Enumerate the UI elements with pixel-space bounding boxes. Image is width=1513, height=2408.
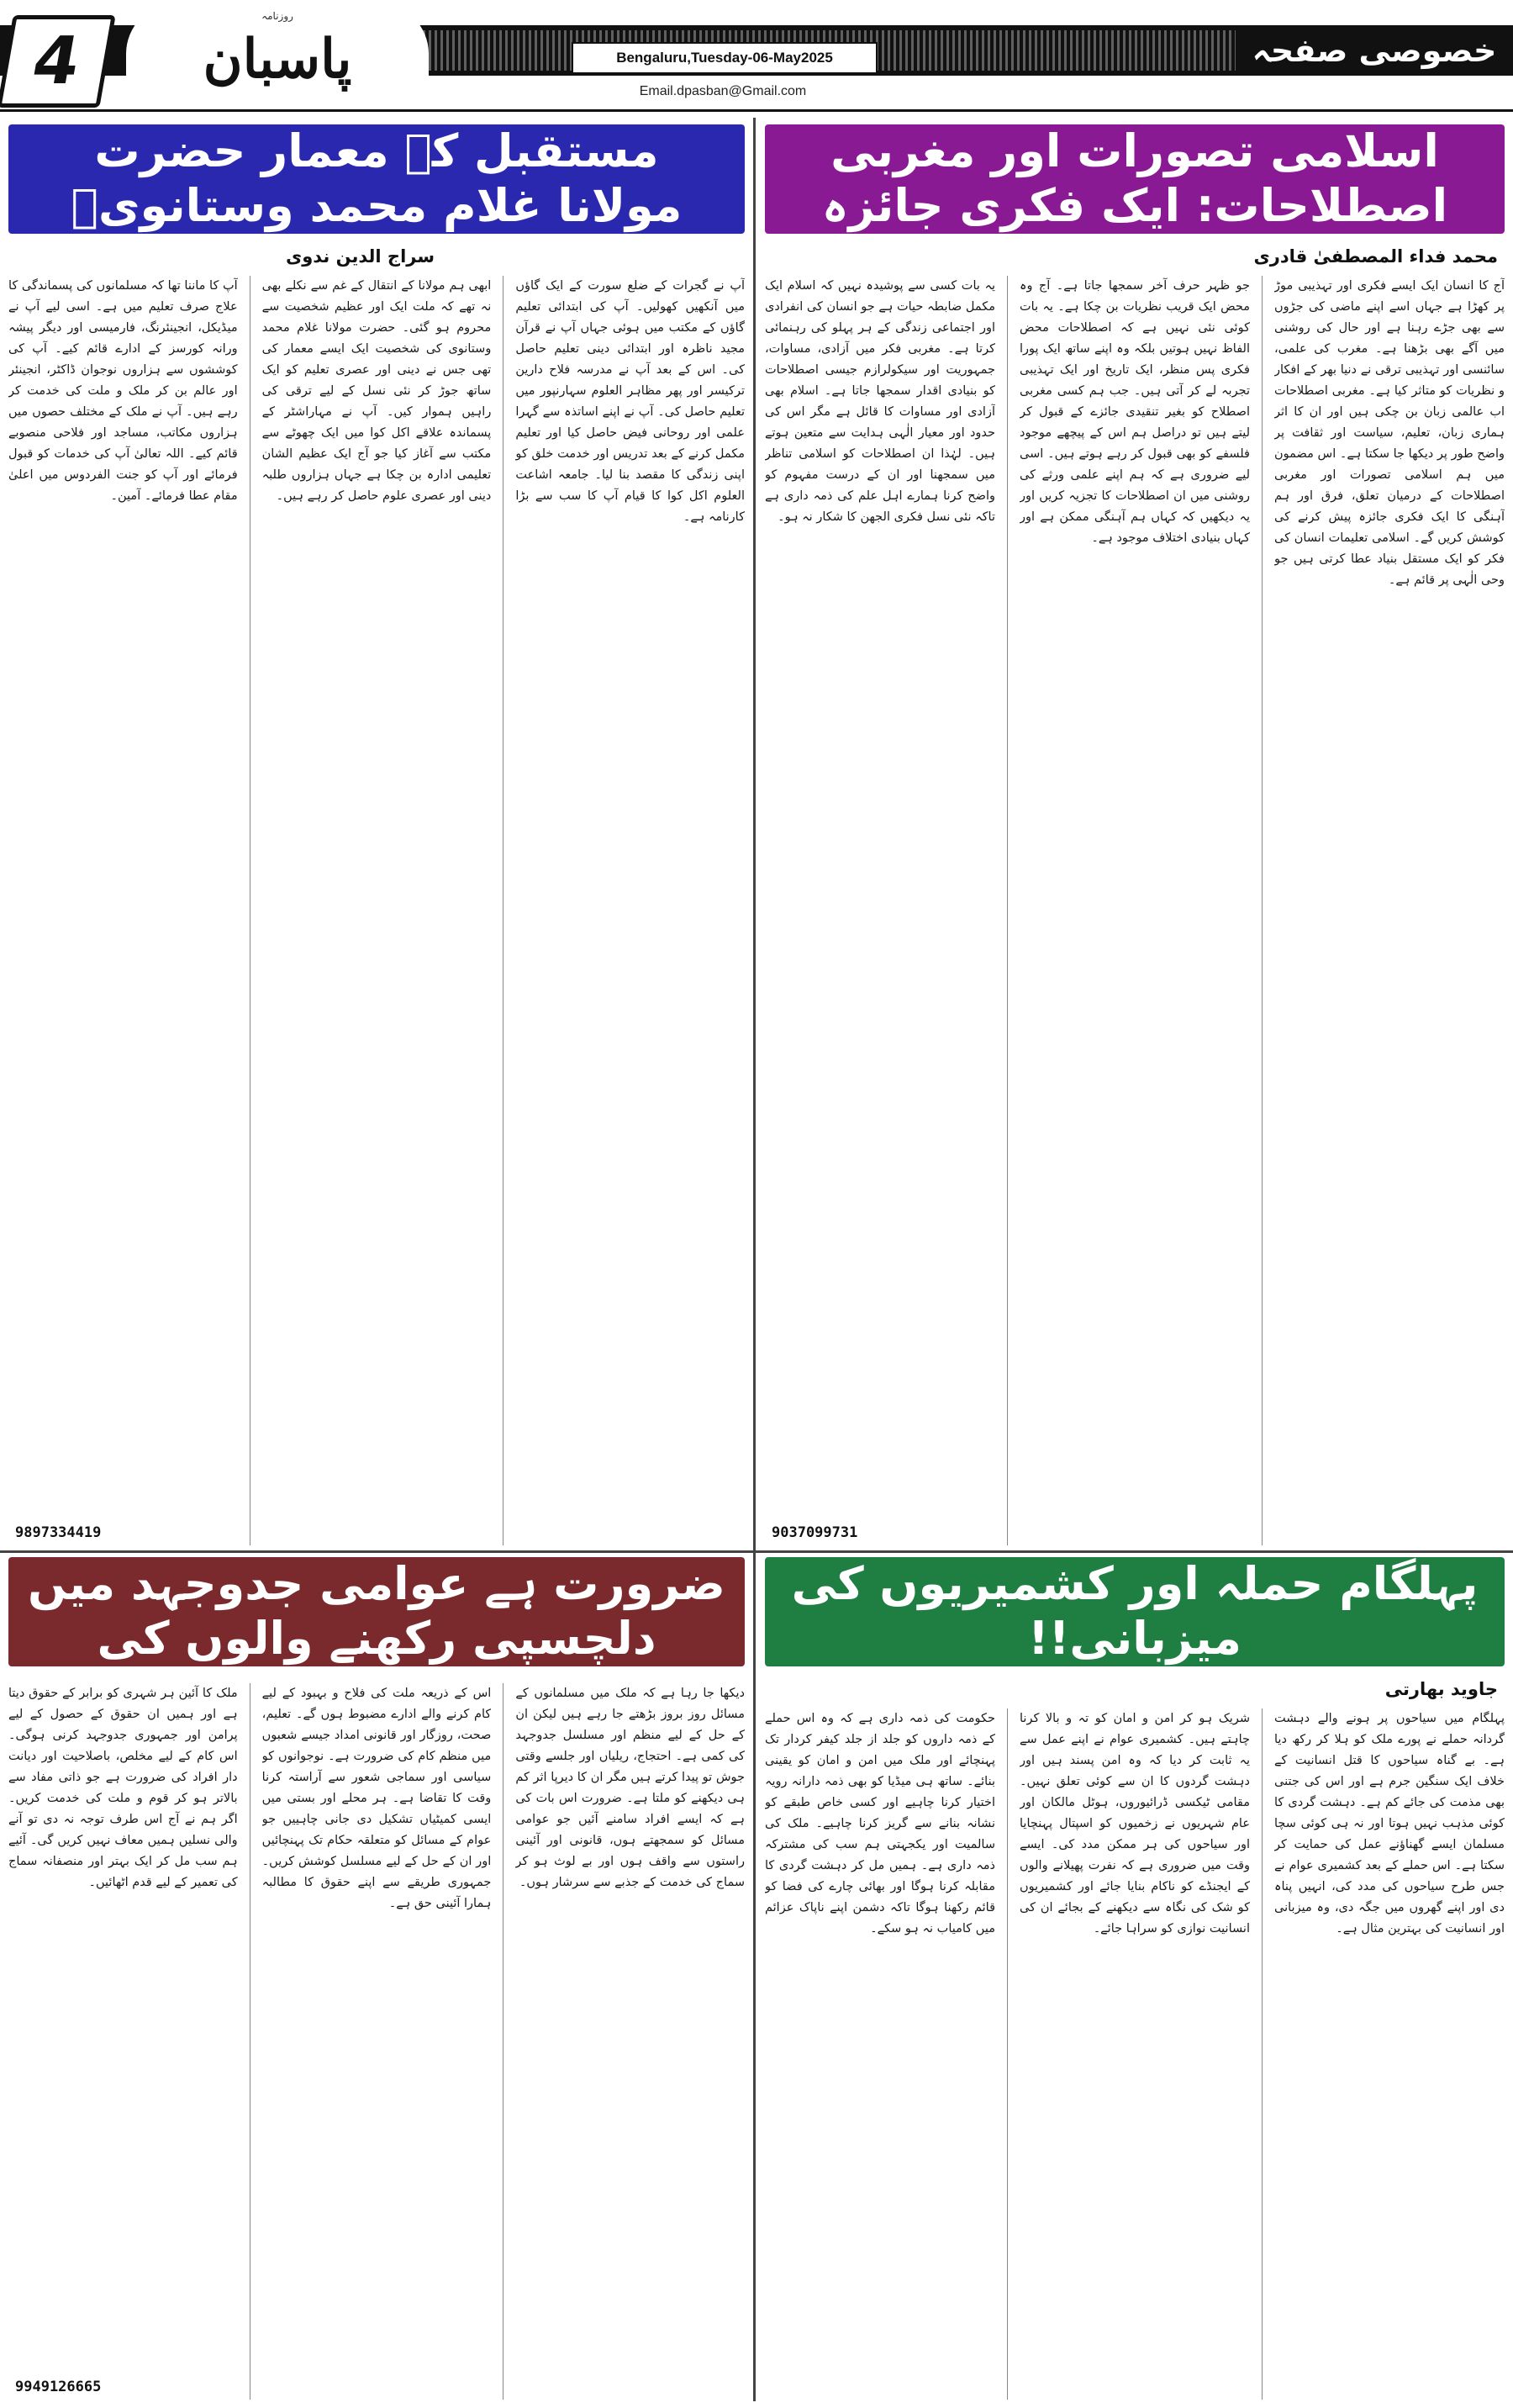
byline: سراج الدین ندوی <box>286 246 435 267</box>
body-column: آپ نے گجرات کے ضلع سورت کے ایک گاؤں میں آنکھیں کھولیں۔ آپ کی ابتدائی تعلیم گاؤں کے مکتب میں ہوئی جہاں آپ نے قرآن مجید ناظرہ اور ابتدائی دینی تعلیم حاصل کی۔ اس کے بعد آپ نے مدرسہ فلاح دارین ترکیسر اور پھر مظاہر العلوم سہارنپور میں تعلیم حاصل کی۔ آپ نے اپنے اساتذہ سے گہرا علمی اور روحانی فیض حاصل کیا اور تعلیم مکمل کرنے کے بعد تدریس اور خدمت خلق کو اپنی زندگی کا مقصد بنا لیا۔ جامعہ اشاعت العلوم اکل کوا کا قیام آپ کا سب سے بڑا کارنامہ ہے۔ <box>515 279 745 524</box>
body-column: آپ کا ماننا تھا کہ مسلمانوں کی پسماندگی کا علاج صرف تعلیم میں ہے۔ اسی لیے آپ نے میڈیکل، انجینئرنگ، فارمیسی اور دیگر پیشہ ورانہ کورسز کے ادارے قائم کیے۔ آپ کی کوششوں سے ہزاروں نوجوان ڈاکٹر، انجینئر اور عالم بن کر ملک و ملت کی خدمت کر رہے ہیں۔ آپ نے ملک کے مختلف حصوں میں ہزاروں مکاتب، مساجد اور فلاحی منصوبے قائم کیے۔ اللہ تعالیٰ آپ کی خدمات کو قبول فرمائے اور آپ کو جنت الفردوس میں اعلیٰ مقام عطا فرمائے۔ آمین۔ <box>8 279 238 503</box>
body-column: حکومت کی ذمہ داری ہے کہ وہ اس حملے کے ذمہ داروں کو جلد از جلد کیفر کردار تک پہنچائے اور ملک میں امن و امان کو یقینی بنائے۔ ساتھ ہی میڈیا کو بھی ذمہ دارانہ رویہ اختیار کرنا چاہیے اور کسی خاص طبقے کو نشانہ بنانے سے گریز کرنا چاہیے۔ ملک کی سالمیت اور یکجہتی ہم سب کی مشترکہ ذمہ داری ہے۔ ہمیں مل کر دہشت گردی کا مقابلہ کرنا ہوگا اور بھائی چارے کی فضا کو قائم رکھنا ہوگا تاکہ دشمن اپنے ناپاک عزائم میں کامیاب نہ ہو سکے۔ <box>765 1712 995 1935</box>
article-body <box>765 276 1505 1545</box>
article-body <box>8 1683 745 2400</box>
horizontal-divider <box>0 1550 1513 1553</box>
headline-banner <box>765 124 1505 234</box>
column-rule <box>1262 276 1263 1545</box>
headline: ضرورت ہے عوامی جدوجہد میں دلچسپی رکھنے والوں کی <box>28 1557 725 1665</box>
headline: اسلامی تصورات اور مغربی اصطلاحات: ایک فکری جائزہ <box>821 124 1448 232</box>
column-rule <box>1007 1708 1008 2400</box>
vertical-divider <box>753 118 756 2401</box>
article-body <box>765 1708 1505 2400</box>
body-column: آج کا انسان ایک ایسے فکری اور تہذیبی موڑ پر کھڑا ہے جہاں اسے اپنے ماضی کی جڑوں سے بھی جڑے رہنا ہے اور حال کی روشنی میں آگے بھی بڑھنا ہے۔ مغرب کی علمی، سائنسی اور تہذیبی ترقی نے دنیا بھر کے افکار و نظریات کو متاثر کیا ہے۔ مغربی اصطلاحات اب عالمی زبان بن چکی ہیں اور ان کا اثر ہماری زبان، تعلیم، سیاست اور ثقافت پر واضح طور پر دیکھا جا سکتا ہے۔ اس مضمون میں ہم اسلامی تصورات اور مغربی اصطلاحات کے درمیان تعلق، فرق اور ہم آہنگی کا ایک فکری جائزہ پیش کرنے کی کوشش کریں گے۔ اسلامی تعلیمات انسان کی فکر کو ایک مستقل بنیاد عطا کرتی ہیں جو وحی الٰہی پر قائم ہے۔ <box>1274 279 1505 587</box>
article-public-struggle <box>8 1557 745 2400</box>
article-maulana-vastanvi <box>8 124 745 1545</box>
article-pahalgam-attack <box>765 1557 1505 2400</box>
body-column: جو ظہر حرف آخر سمجھا جاتا ہے۔ آج وہ محض ایک قریب نظریات بن چکا ہے۔ یہ بات کوئی نئی نہیں ہے کہ اصطلاحات محض الفاظ نہیں ہوتیں بلکہ وہ اپنے ساتھ ایک پورا فکری پس منظر، ایک تاریخ اور ایک تہذیبی تجربہ لے کر آتی ہیں۔ جب ہم کسی مغربی اصطلاح کو بغیر تنقیدی جائزے کے قبول کر لیتے ہیں تو دراصل ہم اس کے پیچھے موجود فلسفے کو بھی قبول کر رہے ہوتے ہیں۔ اسی لیے ضروری ہے کہ ہم اپنے علمی ورثے کی روشنی میں ان اصطلاحات کا تجزیہ کریں اور یہ دیکھیں کہ کہاں ہم آہنگی ممکن ہے اور کہاں بنیادی اختلاف موجود ہے۔ <box>1020 279 1250 545</box>
logo-name: پاسبان <box>203 28 352 91</box>
body-column: شریک ہو کر امن و امان کو تہ و بالا کرنا چاہتے ہیں۔ کشمیری عوام نے اپنے عمل سے یہ ثابت کر دیا کہ وہ امن پسند ہیں اور دہشت گردوں کا ان سے کوئی تعلق نہیں۔ مقامی ٹیکسی ڈرائیوروں، ہوٹل مالکان اور عام شہریوں نے زخمیوں کو اسپتال پہنچایا اور سیاحوں کی ہر ممکن مدد کی۔ ایسے وقت میں ضروری ہے کہ نفرت پھیلانے والوں کے ایجنڈے کو ناکام بنایا جائے اور کشمیریوں کو شک کی نگاہ سے دیکھنے کے بجائے ان کی انسانیت نوازی کو سراہا جائے۔ <box>1020 1712 1250 1935</box>
newspaper-logo <box>126 3 429 108</box>
byline: جاوید بھارتی <box>1384 1679 1498 1699</box>
section-label: خصوصی صفحہ <box>1236 25 1513 76</box>
masthead <box>0 0 1513 111</box>
column-rule <box>1007 276 1008 1545</box>
masthead-rule <box>0 109 1513 112</box>
headline: مستقبل کے معمار حضرت مولانا غلام محمد وستانویؒ <box>71 124 683 232</box>
contact-number: 9897334419 <box>15 1524 102 1541</box>
body-column: اس کے ذریعہ ملت کی فلاح و بہبود کے لیے کام کرنے والے ادارے مضبوط ہوں گے۔ تعلیم، صحت، روزگار اور قانونی امداد جیسے شعبوں میں منظم کام کی ضرورت ہے۔ نوجوانوں کو سیاسی اور سماجی شعور سے آراستہ کرنا وقت کا تقاضا ہے۔ ہر محلے اور بستی میں ایسی کمیٹیاں تشکیل دی جانی چاہییں جو عوام کے مسائل کو متعلقہ حکام تک پہنچائیں اور ان کے حل کے لیے مسلسل کوشش کریں۔ جمہوری طریقے سے اپنے حقوق کا مطالبہ ہمارا آئینی حق ہے۔ <box>261 1687 492 1910</box>
body-column: پہلگام میں سیاحوں پر ہونے والے دہشت گردانہ حملے نے پورے ملک کو ہلا کر رکھ دیا ہے۔ بے گناہ سیاحوں کا قتل انسانیت کے خلاف ایک سنگین جرم ہے اور اس کی جتنی بھی مذمت کی جائے کم ہے۔ دہشت گردی کا کوئی مذہب نہیں ہوتا اور نہ ہی کوئی سچا مسلمان ایسے گھناؤنے عمل کی حمایت کر سکتا ہے۔ اس حملے کے بعد کشمیری عوام نے جس طرح سیاحوں کی مدد کی، انہیں پناہ دی اور اپنے گھروں میں جگہ دی، وہ میزبانی اور انسانیت کی بہترین مثال ہے۔ <box>1274 1712 1505 1935</box>
headline-banner <box>8 124 745 234</box>
column-rule <box>1262 1708 1263 2400</box>
contact-number: 9949126665 <box>15 2379 102 2395</box>
body-column: یہ بات کسی سے پوشیدہ نہیں کہ اسلام ایک مکمل ضابطہ حیات ہے جو انسان کی انفرادی اور اجتماعی زندگی کے ہر پہلو کی رہنمائی کرتا ہے۔ مغربی فکر میں آزادی، مساوات، جمہوریت اور سیکولرازم جیسی اصطلاحات کو بنیادی اقدار سمجھا جاتا ہے۔ اسلام بھی آزادی اور مساوات کا قائل ہے مگر اس کی حدود اور معیار الٰہی ہدایت سے متعین ہوتے ہیں۔ لہٰذا ان اصطلاحات کو اسلامی تناظر میں سمجھنا اور ان کے درست مفہوم کو واضح کرنا ہمارے اہل علم کی ذمہ داری ہے تاکہ نئی نسل فکری الجھن کا شکار نہ ہو۔ <box>765 279 995 524</box>
page-number: 4 <box>0 15 116 108</box>
contact-number: 9037099731 <box>772 1524 858 1541</box>
headline: پہلگام حملہ اور کشمیریوں کی میزبانی!! <box>791 1557 1479 1665</box>
body-column: ابھی ہم مولانا کے انتقال کے غم سے نکلے بھی نہ تھے کہ ملت ایک اور عظیم شخصیت سے محروم ہو گئی۔ حضرت مولانا غلام محمد وستانوی کی شخصیت ایک ایسے معمار کی تھی جس نے دینی اور عصری تعلیم کو ایک ساتھ جوڑ کر نئی نسل کے لیے ترقی کی راہیں ہموار کیں۔ آپ نے مہاراشٹر کے پسماندہ علاقے اکل کوا میں ایک چھوٹے سے مکتب سے آغاز کیا جو آج ایک عظیم الشان تعلیمی ادارہ بن چکا ہے جہاں ہزاروں طلبہ دینی اور عصری علوم حاصل کر رہے ہیں۔ <box>261 279 492 503</box>
byline: محمد فداء المصطفیٰ قادری <box>1253 246 1498 267</box>
headline-banner <box>8 1557 745 1666</box>
article-body <box>8 276 745 1545</box>
body-column: دیکھا جا رہا ہے کہ ملک میں مسلمانوں کے مسائل روز بروز بڑھتے جا رہے ہیں لیکن ان کے حل کے لیے منظم اور مسلسل جدوجہد کی کمی ہے۔ احتجاج، ریلیاں اور جلسے وقتی جوش تو پیدا کرتے ہیں مگر ان کا دیرپا اثر کم ہی دیکھنے کو ملتا ہے۔ ضرورت اس بات کی ہے کہ ایسے افراد سامنے آئیں جو عوامی مسائل کو سمجھتے ہوں، قانونی اور آئینی راستوں سے واقف ہوں اور بے لوث ہو کر سماج کی خدمت کے جذبے سے سرشار ہوں۔ <box>515 1687 745 1889</box>
date-line: Bengaluru,Tuesday-06-May2025 <box>572 42 878 74</box>
body-column: ملک کا آئین ہر شہری کو برابر کے حقوق دیتا ہے اور ہمیں ان حقوق کے حصول کے لیے پرامن اور جمہوری جدوجہد کرنی ہوگی۔ اس کام کے لیے مخلص، باصلاحیت اور دیانت دار افراد کی ضرورت ہے جو ذاتی مفاد سے بالاتر ہو کر قوم و ملت کی خدمت کریں۔ اگر ہم نے آج اس طرف توجہ نہ دی تو آنے والی نسلیں ہمیں معاف نہیں کریں گی۔ آئیے ہم سب مل کر ایک بہتر اور منصفانہ سماج کی تعمیر کے لیے قدم اٹھائیں۔ <box>8 1687 238 1889</box>
logo-tagline: روزنامہ <box>261 10 293 22</box>
headline-banner <box>765 1557 1505 1666</box>
email-address: Email.dpasban@Gmail.com <box>639 84 807 98</box>
article-islamic-concepts <box>765 124 1505 1545</box>
